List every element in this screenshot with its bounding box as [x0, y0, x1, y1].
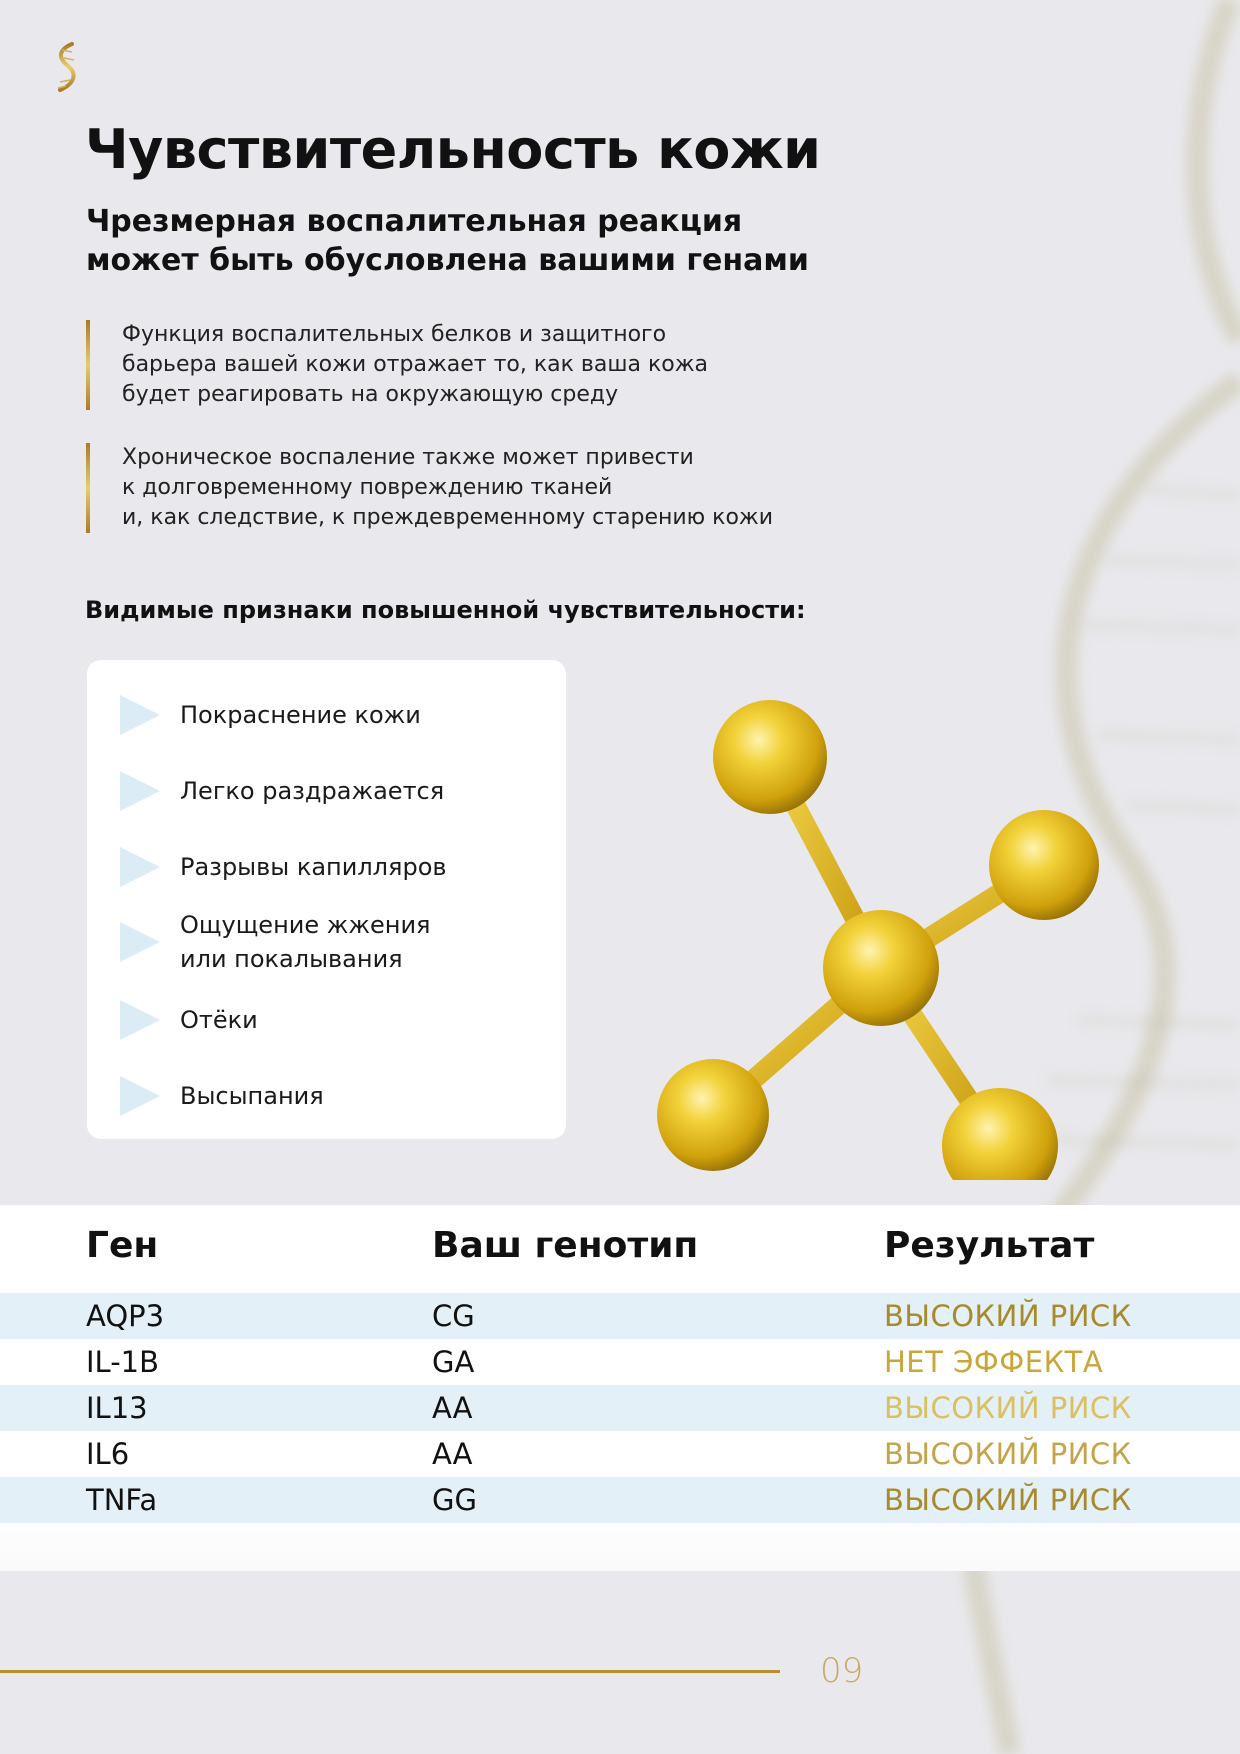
result-cell: ВЫСОКИЙ РИСК	[884, 1483, 1132, 1517]
signs-card	[87, 660, 566, 1139]
sign-item	[120, 847, 447, 887]
gene-cell: AQP3	[86, 1299, 165, 1333]
result-cell: ВЫСОКИЙ РИСК	[884, 1391, 1132, 1425]
genotype-cell: GA	[432, 1345, 475, 1379]
paragraph-line: и, как следствие, к преждевременному старению кожи	[122, 505, 774, 530]
subtitle-line: может быть обусловлена вашими генами	[86, 243, 809, 278]
table-header	[0, 1225, 1240, 1271]
sign-label: Покраснение кожи	[180, 701, 421, 729]
sign-item	[120, 695, 421, 735]
sign-label-line: или покалывания	[180, 945, 403, 973]
sign-label: Легко раздражается	[180, 777, 445, 805]
gene-cell: TNFa	[86, 1483, 158, 1517]
genotype-cell: GG	[432, 1483, 477, 1517]
triangle-bullet-icon	[120, 695, 160, 735]
paragraph-line: Хроническое воспаление также может привести	[122, 445, 694, 470]
page-number: 09	[820, 1651, 864, 1691]
info-paragraph	[86, 443, 773, 533]
info-paragraph	[86, 320, 708, 410]
atom	[713, 700, 827, 814]
atom	[823, 910, 939, 1026]
genotype-cell: AA	[432, 1391, 473, 1425]
triangle-bullet-icon	[120, 922, 160, 962]
result-cell: НЕТ ЭФФЕКТА	[884, 1345, 1104, 1379]
sign-label: Высыпания	[180, 1082, 324, 1110]
gene-cell: IL13	[86, 1391, 148, 1425]
header-result: Результат	[884, 1225, 1095, 1266]
table-row	[0, 1385, 1240, 1431]
table-row	[0, 1431, 1240, 1477]
subtitle-line: Чрезмерная воспалительная реакция	[86, 204, 743, 239]
paragraph-line: будет реагировать на окружающую среду	[122, 382, 619, 407]
sign-label-line: Ощущение жжения	[180, 911, 431, 939]
page-title: Чувствительность кожи	[85, 118, 821, 181]
sign-label: Разрывы капилляров	[180, 853, 447, 881]
footer-divider	[0, 1670, 780, 1673]
genotype-cell: AA	[432, 1437, 473, 1471]
triangle-bullet-icon	[120, 1000, 160, 1040]
signs-heading: Видимые признаки повышенной чувствительности:	[85, 596, 806, 624]
atom	[989, 810, 1099, 920]
table-row	[0, 1477, 1240, 1523]
genotype-cell: CG	[432, 1299, 475, 1333]
triangle-bullet-icon	[120, 771, 160, 811]
sign-item	[120, 771, 444, 811]
sign-item	[120, 908, 431, 976]
gene-cell: IL6	[86, 1437, 130, 1471]
result-cell: ВЫСОКИЙ РИСК	[884, 1437, 1132, 1471]
sign-item	[120, 1000, 258, 1040]
paragraph-line: барьера вашей кожи отражает то, как ваша кожа	[122, 352, 708, 377]
sign-item	[120, 1076, 324, 1116]
triangle-bullet-icon	[120, 847, 160, 887]
table-row	[0, 1293, 1240, 1339]
result-cell: ВЫСОКИЙ РИСК	[884, 1299, 1132, 1333]
triangle-bullet-icon	[120, 1076, 160, 1116]
paragraph-line: Функция воспалительных белков и защитного	[122, 322, 667, 347]
genotype-table	[0, 1205, 1240, 1571]
header-genotype: Ваш генотип	[432, 1225, 699, 1266]
table-row	[0, 1339, 1240, 1385]
page-subtitle	[86, 202, 809, 280]
header-gene: Ген	[86, 1225, 159, 1266]
sign-label	[180, 908, 431, 976]
paragraph-line: к долговременному повреждению тканей	[122, 475, 613, 500]
gene-cell: IL-1B	[86, 1345, 160, 1379]
atom	[657, 1059, 769, 1171]
gold-molecule-illustration	[640, 660, 1120, 1180]
dna-logo-icon	[52, 40, 82, 96]
sign-label: Отёки	[180, 1006, 258, 1034]
